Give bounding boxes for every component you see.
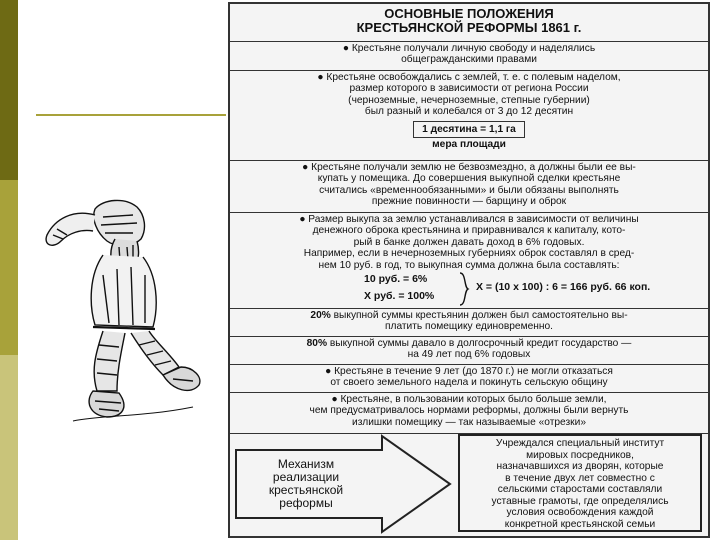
bullet-icon: ● [331,394,341,405]
section-text: на 49 лет под 6% годовых [407,349,531,361]
stripe-mid [0,180,18,355]
percent-20: 20% [310,310,331,321]
formula-line-2: Х руб. = 100% [364,290,435,303]
mechanism-label-line: реализации [272,470,340,484]
section-otrezki [230,393,708,434]
section-text: выкупной суммы крестьянин должен был самостоятельно вы- [333,310,628,321]
section-text: рый в банке должен давать доход в 6% годовых. [353,236,585,248]
slide-rule [36,114,226,116]
section-redemption-size [230,213,708,309]
mechanism-text: конкретной крестьянской семьи [504,518,656,530]
section-text: Крестьяне, в пользовании которых было больше земли, [340,394,607,405]
section-text: Крестьяне получали землю не безвозмездно, а должны были ее вы- [311,162,636,173]
mechanism-label-line: Механизм [277,457,335,471]
section-text: прежние повинности — барщину и оброк [371,196,567,208]
bullet-icon: ● [325,366,335,377]
redemption-formula [236,271,702,307]
section-text: (черноземные, нечерноземные, степные губернии) [348,94,590,106]
section-text: был разный и колебался от 3 до 12 десятин [364,106,574,118]
section-text: Например, если в нечерноземных губерниях оброк составлял в сред- [303,248,635,260]
bullet-icon: ● [299,214,309,225]
mechanism-label [236,458,376,510]
title-line-1: ОСНОВНЫЕ ПОЛОЖЕНИЯ [384,6,554,21]
area-measure-label: мера площади [432,139,506,151]
percent-80: 80% [306,338,327,349]
document-title [230,4,708,42]
mechanism-text: сельскими старостами составляли [497,484,663,495]
bullet-icon: ● [317,72,327,83]
section-text: денежного оброка крестьянина и приравнивался к капиталу, кото- [312,225,626,237]
mechanism-label-line: реформы [279,496,333,510]
mechanism-text: в течение двух лет совместно с [505,472,655,484]
section-text: общегражданскими правами [401,54,537,66]
section-text: купать у помещика. До совершения выкупной сделки крестьяне [317,173,621,185]
section-text: платить помещику единовременно. [384,321,553,333]
section-text: размер которого в зависимости от региона России [349,83,589,95]
title-line-2: КРЕСТЬЯНСКОЙ РЕФОРМЫ 1861 г. [356,20,582,35]
stripe-dark [0,0,18,180]
section-text: выкупной суммы давало в долгосрочный кредит государство — [329,338,632,349]
mechanism-block [230,432,708,536]
formula-line-1: 10 руб. = 6% [364,273,428,286]
section-80-percent [230,337,708,365]
section-text: Крестьяне получали личную свободу и наделялись [351,43,596,54]
section-freedom [230,42,708,71]
section-text: чем предусматривалось нормами реформы, должны были вернуть [309,405,629,417]
section-text: Размер выкупа за землю устанавливался в зависимости от величины [308,214,639,225]
section-text: от своего земельного надела и покинуть сельскую общину [330,377,608,389]
section-land-allotment [230,71,708,161]
mechanism-text: мировых посредников, [526,449,634,461]
section-redemption [230,161,708,213]
section-20-percent [230,309,708,337]
section-text: нем 10 руб. в год, то выкупная сумма должна была составлять: [318,259,620,271]
section-text: излишки помещику — так называемые «отрезки» [352,416,586,428]
bullet-icon: ● [302,162,312,173]
brace-icon [458,272,470,306]
mechanism-label-line: крестьянской [268,483,344,497]
peasant-illustration [33,195,208,425]
bullet-icon: ● [342,43,352,54]
section-nine-years [230,365,708,393]
formula-result: Х = (10 х 100) : 6 = 166 руб. 66 коп. [476,281,651,294]
section-text: считались «временнообязанными» и были обязаны выполнять [319,184,619,196]
mechanism-text: уставные грамоты, где определялись [491,495,669,507]
mechanism-text: Учреждался специальный институт [495,438,665,449]
mechanism-description [458,434,702,532]
section-text: Крестьяне освобождались с землей, т. е. с полевым наделом, [326,72,621,83]
section-text: Крестьяне в течение 9 лет (до 1870 г.) не могли отказаться [334,366,613,377]
desyatina-box: 1 десятина = 1,1 га [413,121,525,138]
mechanism-text: условия освобождения каждой [506,507,654,518]
stripe-light [0,355,18,540]
decorative-stripe [0,0,18,540]
reform-table [228,2,710,538]
mechanism-text: назначавшихся из дворян, которые [496,461,664,472]
